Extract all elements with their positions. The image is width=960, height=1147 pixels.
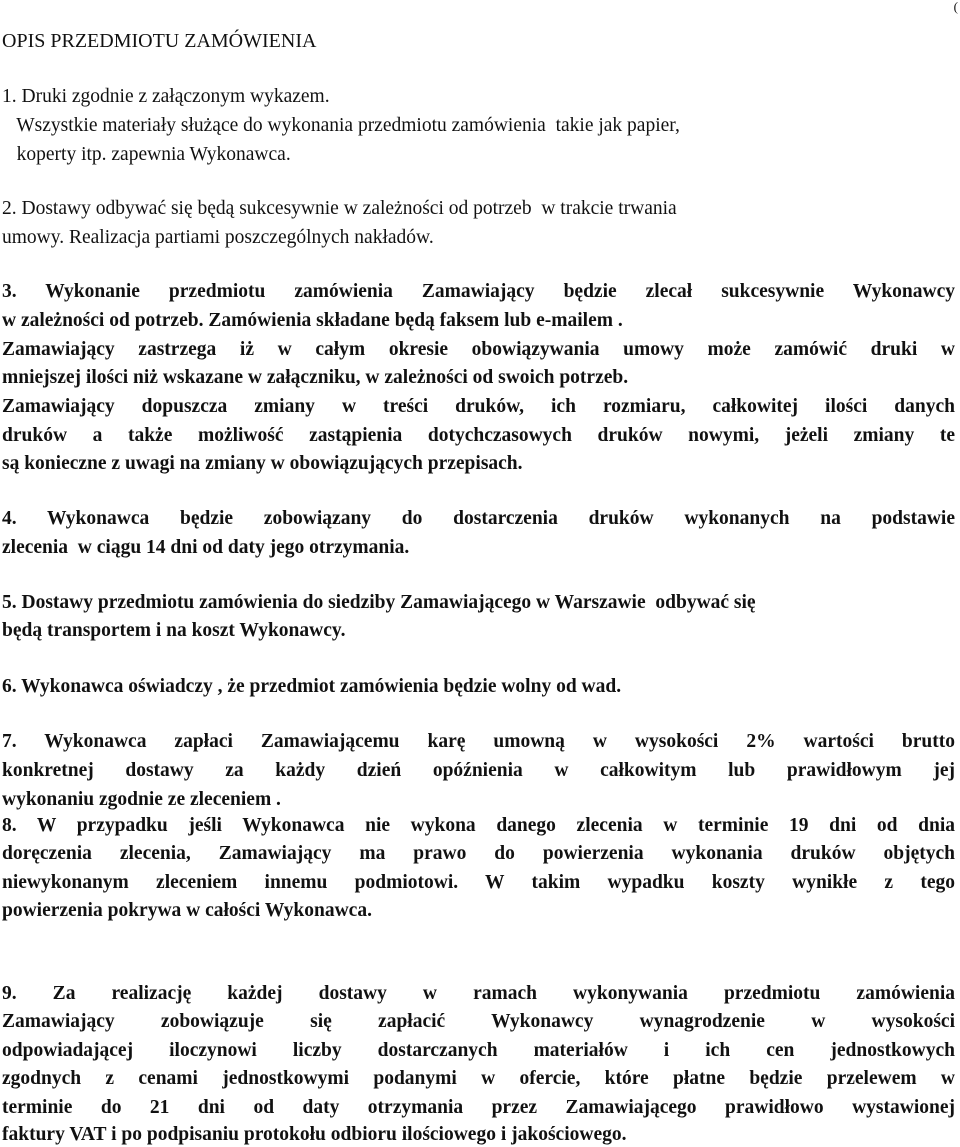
paragraph-line: druków a także możliwość zastąpienia dotychczasowych druków nowymi, jeżeli zmiany te [2,425,955,446]
paragraph-line: w zależności od potrzeb. Zamówienia składane będą faksem lub e-mailem . [2,310,623,331]
page-title: OPIS PRZEDMIOTU ZAMÓWIENIA [2,30,317,52]
paragraph-line: Zamawiający dopuszcza zmiany w treści druków, ich rozmiaru, całkowitej ilości danych [2,396,955,417]
paragraph-line: są konieczne z uwagi na zmiany w obowiązujących przepisach. [2,453,523,474]
paragraph-line: odpowiadającej iloczynowi liczby dostarczanych materiałów i ich cen jednostkowych [2,1040,955,1061]
paragraph-line: powierzenia pokrywa w całości Wykonawca. [2,900,372,921]
paragraph-line: Zamawiający zobowiązuje się zapłacić Wykonawcy wynagrodzenie w wysokości [2,1011,955,1032]
paragraph-line: zlecenia w ciągu 14 dni od daty jego otrzymania. [2,537,410,558]
paragraph-line: 5. Dostawy przedmiotu zamówienia do siedziby Zamawiającego w Warszawie odbywać się [2,592,756,613]
paragraph-line: Zamawiający zastrzega iż w całym okresie obowiązywania umowy może zamówić druki w [2,339,955,360]
paragraph-line: konkretnej dostawy za każdy dzień opóźnienia w całkowitym lub prawidłowym jej [2,760,955,781]
paragraph-line: 1. Druki zgodnie z załączonym wykazem. [2,86,330,107]
paragraph-line: mniejszej ilości niż wskazane w załączniku, w zależności od swoich potrzeb. [2,367,629,388]
paragraph-line: 6. Wykonawca oświadczy , że przedmiot zamówienia będzie wolny od wad. [2,676,622,697]
paragraph-line: 4. Wykonawca będzie zobowiązany do dostarczenia druków wykonanych na podstawie [2,508,955,529]
paragraph-line: będą transportem i na koszt Wykonawcy. [2,620,346,641]
paragraph-line: 8. W przypadku jeśli Wykonawca nie wykona danego zlecenia w terminie 19 dni od dnia [2,815,955,836]
paragraph-line: koperty itp. zapewnia Wykonawca. [2,144,291,165]
paragraph-line: Wszystkie materiały służące do wykonania przedmiotu zamówienia takie jak papier, [2,115,680,136]
paragraph-line: terminie do 21 dni od daty otrzymania przez Zamawiającego prawidłowo wystawionej [2,1097,955,1118]
paragraph-line: umowy. Realizacja partiami poszczególnych nakładów. [2,227,434,248]
paragraph-line: zgodnych z cenami jednostkowymi podanymi w ofercie, które płatne będzie przelewem w [2,1068,955,1089]
paragraph-line: faktury VAT i po podpisaniu protokołu odbioru ilościowego i jakościowego. [2,1124,627,1145]
paragraph-line: 7. Wykonawca zapłaci Zamawiającemu karę umowną w wysokości 2% wartości brutto [2,731,955,752]
corner-mark: ( [953,0,958,14]
paragraph-line: 3. Wykonanie przedmiotu zamówienia Zamawiający będzie zlecał sukcesywnie Wykonawcy [2,281,955,302]
paragraph-line: doręczenia zlecenia, Zamawiający ma prawo do powierzenia wykonania druków objętych [2,843,955,864]
paragraph-line: wykonaniu zgodnie ze zleceniem . [2,789,281,810]
paragraph-line: 2. Dostawy odbywać się będą sukcesywnie w zależności od potrzeb w trakcie trwania [2,198,677,219]
paragraph-line: 9. Za realizację każdej dostawy w ramach wykonywania przedmiotu zamówienia [2,983,955,1004]
paragraph-line: niewykonanym zleceniem innemu podmiotowi. W takim wypadku koszty wynikłe z tego [2,872,955,893]
